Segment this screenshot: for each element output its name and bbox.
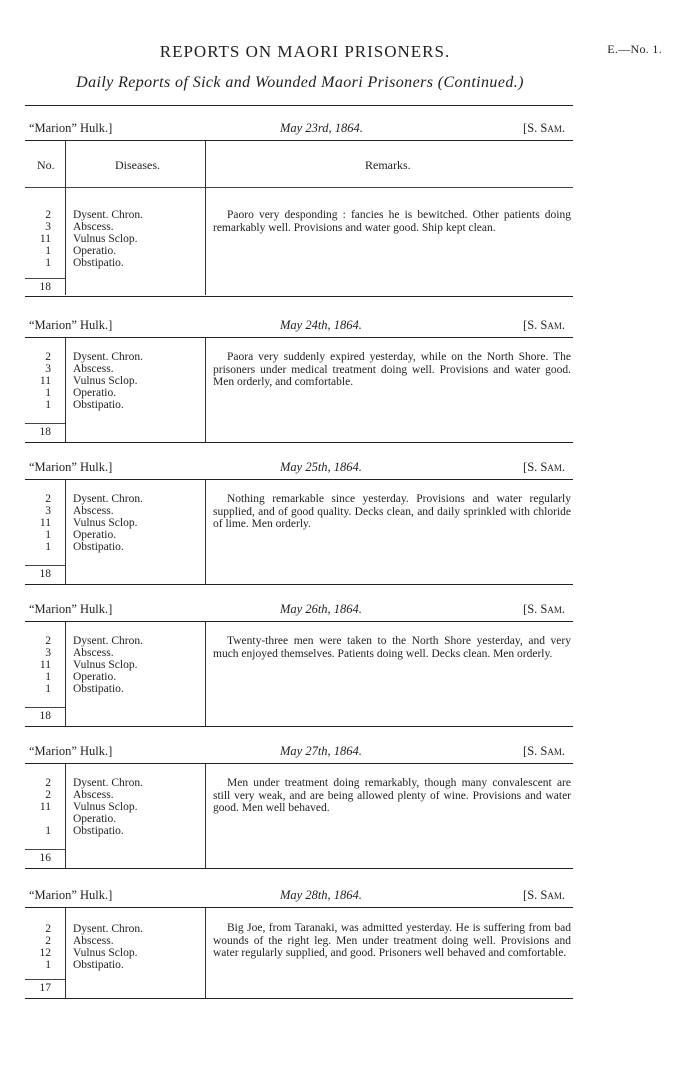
- remarks-text: Men under treatment doing remarkably, though many convalescent are still very weak, and are being allowed plenty of wine. Provisions and water good. Men well behaved.: [213, 777, 571, 814]
- disease-column: [73, 494, 143, 553]
- page-title: REPORTS ON MAORI PRISONERS.: [159, 42, 451, 61]
- rule: [25, 763, 573, 764]
- disease: Vulnus Sclop.: [73, 232, 138, 245]
- disease: Dysent. Chron.: [73, 493, 143, 505]
- disease: Vulnus Sclop.: [73, 374, 138, 387]
- ship-name: “Marion” Hulk.]: [29, 602, 113, 616]
- column-header-remarks: Remarks.: [365, 158, 411, 172]
- count-column: [25, 494, 51, 553]
- rule: [25, 998, 573, 999]
- ship-name: “Marion” Hulk.]: [29, 888, 113, 902]
- total-count: 18: [39, 710, 51, 722]
- count: 2: [45, 635, 51, 647]
- rule: [25, 479, 573, 480]
- report-may-24: [25, 318, 573, 446]
- disease: Dysent. Chron.: [73, 777, 143, 789]
- disease: Dysent. Chron.: [73, 923, 143, 935]
- total-rule: [25, 565, 65, 566]
- report-header: [25, 460, 573, 476]
- column-divider: [65, 480, 66, 584]
- top-rule: [25, 105, 573, 106]
- disease-column: [73, 924, 143, 972]
- report-date: May 24th, 1864.: [280, 318, 362, 332]
- disease: Dysent. Chron.: [73, 635, 143, 647]
- count: 3: [45, 220, 51, 233]
- report-header: [25, 888, 573, 904]
- report-date: May 23rd, 1864.: [280, 121, 363, 135]
- count: 2: [45, 934, 51, 947]
- rule: [25, 621, 573, 622]
- count: 12: [39, 946, 51, 959]
- count: 2: [45, 351, 51, 363]
- total-count: 16: [39, 852, 51, 864]
- total-rule: [25, 707, 65, 708]
- remarks-text: Paoro very desponding : fancies he is bewitched. Other patients doing remarkably well. Provisions and water good. Ship kept clean.: [213, 209, 571, 234]
- disease: Dysent. Chron.: [73, 209, 143, 221]
- ship-name: “Marion” Hulk.]: [29, 318, 113, 332]
- disease: Obstipatio.: [73, 824, 124, 837]
- rule: [25, 442, 573, 443]
- ship-name: “Marion” Hulk.]: [29, 744, 113, 758]
- report-may-23: [25, 121, 573, 301]
- remarks-text: Big Joe, from Taranaki, was admitted yesterday. He is suffering from bad wounds of the right leg. Men under treatment doing well. Provisions and water regularly supplied, and good. Prisoners well behaved and comfortable.: [213, 922, 571, 959]
- count: 3: [45, 362, 51, 375]
- column-header-rule: [25, 187, 573, 188]
- report-may-26: [25, 602, 573, 730]
- disease: Vulnus Sclop.: [73, 658, 138, 671]
- rule: [25, 868, 573, 869]
- column-header-diseases: Diseases.: [115, 158, 160, 172]
- remarks-text: Paora very suddenly expired yesterday, while on the North Shore. The prisoners under medical treatment doing well. Provisions and water good. Men orderly, and comfortable.: [213, 351, 571, 388]
- count: 11: [39, 374, 51, 387]
- column-divider: [205, 338, 206, 442]
- disease: Abscess.: [73, 504, 114, 517]
- count: 2: [45, 493, 51, 505]
- signature: [S. Sam.: [523, 318, 565, 332]
- count: 1: [45, 244, 51, 257]
- remarks-text: Nothing remarkable since yesterday. Provisions and water regularly supplied, and of good quality. Decks clean, and daily sprinkled with chloride of lime. Men orderly.: [213, 493, 571, 530]
- count: 2: [45, 777, 51, 789]
- disease: Vulnus Sclop.: [73, 946, 138, 959]
- count-column: [25, 352, 51, 411]
- count: 1: [45, 256, 51, 269]
- disease: Obstipatio.: [73, 398, 124, 411]
- count: [25, 814, 51, 826]
- count: 1: [45, 824, 51, 837]
- column-divider: [205, 480, 206, 584]
- disease: Abscess.: [73, 788, 114, 801]
- disease: Operatio.: [73, 812, 117, 825]
- total-count: 18: [39, 281, 51, 293]
- report-header: [25, 318, 573, 334]
- total-rule: [25, 278, 65, 279]
- rule: [25, 726, 573, 727]
- column-divider: [65, 908, 66, 998]
- column-divider: [205, 908, 206, 998]
- report-header: [25, 744, 573, 760]
- disease: Vulnus Sclop.: [73, 800, 138, 813]
- rule: [25, 584, 573, 585]
- report-date: May 28th, 1864.: [280, 888, 362, 902]
- disease: Operatio.: [73, 244, 117, 257]
- signature: [S. Sam.: [523, 602, 565, 616]
- count-column: [25, 778, 51, 837]
- disease-column: [73, 352, 143, 411]
- disease: Abscess.: [73, 646, 114, 659]
- count: 2: [45, 923, 51, 935]
- signature: [S. Sam.: [523, 121, 565, 135]
- disease: Abscess.: [73, 220, 114, 233]
- disease: Operatio.: [73, 386, 117, 399]
- disease-column: [73, 210, 143, 269]
- total-count: 18: [39, 426, 51, 438]
- column-divider: [65, 622, 66, 726]
- count: 11: [39, 658, 51, 671]
- disease: Obstipatio.: [73, 958, 124, 971]
- total-count: 18: [39, 568, 51, 580]
- report-date: May 27th, 1864.: [280, 744, 362, 758]
- disease: Dysent. Chron.: [73, 351, 143, 363]
- disease: Abscess.: [73, 362, 114, 375]
- ship-name: “Marion” Hulk.]: [29, 121, 113, 135]
- report-may-27: [25, 744, 573, 872]
- count: 3: [45, 504, 51, 517]
- count: 1: [45, 528, 51, 541]
- rule: [25, 337, 573, 338]
- count: 1: [45, 958, 51, 971]
- remarks-text: Twenty-three men were taken to the North Shore yesterday, and very much enjoyed themselves. Patients doing well. Decks clean. Men orderly.: [213, 635, 571, 660]
- disease: Vulnus Sclop.: [73, 516, 138, 529]
- disease: Obstipatio.: [73, 256, 124, 269]
- total-rule: [25, 979, 65, 980]
- ship-name: “Marion” Hulk.]: [29, 460, 113, 474]
- rule: [25, 296, 573, 297]
- count: 1: [45, 386, 51, 399]
- column-divider: [65, 141, 66, 295]
- count-column: [25, 636, 51, 695]
- column-divider: [205, 622, 206, 726]
- count: 1: [45, 398, 51, 411]
- report-date: May 26th, 1864.: [280, 602, 362, 616]
- page-subtitle: Daily Reports of Sick and Wounded Maori Prisoners (Continued.): [76, 74, 524, 91]
- disease-column: [73, 778, 143, 837]
- column-divider: [65, 338, 66, 442]
- rule: [25, 140, 573, 141]
- count: 11: [39, 232, 51, 245]
- total-rule: [25, 849, 65, 850]
- column-divider: [65, 764, 66, 868]
- disease: Abscess.: [73, 934, 114, 947]
- column-divider: [205, 764, 206, 868]
- disease: Operatio.: [73, 670, 117, 683]
- count: 1: [45, 540, 51, 553]
- disease-column: [73, 636, 143, 695]
- signature: [S. Sam.: [523, 460, 565, 474]
- count: 2: [45, 788, 51, 801]
- count: 1: [45, 670, 51, 683]
- signature: [S. Sam.: [523, 888, 565, 902]
- count-column: [25, 210, 51, 269]
- report-may-28: [25, 888, 573, 1004]
- disease: Operatio.: [73, 528, 117, 541]
- count-column: [25, 924, 51, 972]
- count: 1: [45, 682, 51, 695]
- count: 3: [45, 646, 51, 659]
- total-count: 17: [39, 982, 51, 994]
- report-header: [25, 121, 573, 137]
- signature: [S. Sam.: [523, 744, 565, 758]
- count: 11: [39, 516, 51, 529]
- page-reference: E.—No. 1.: [607, 42, 662, 56]
- disease: Obstipatio.: [73, 682, 124, 695]
- report-header: [25, 602, 573, 618]
- column-header-no: No.: [37, 158, 55, 172]
- disease: Obstipatio.: [73, 540, 124, 553]
- rule: [25, 907, 573, 908]
- count: 2: [45, 209, 51, 221]
- column-divider: [205, 141, 206, 295]
- report-may-25: [25, 460, 573, 588]
- total-rule: [25, 423, 65, 424]
- report-date: May 25th, 1864.: [280, 460, 362, 474]
- count: 11: [39, 800, 51, 813]
